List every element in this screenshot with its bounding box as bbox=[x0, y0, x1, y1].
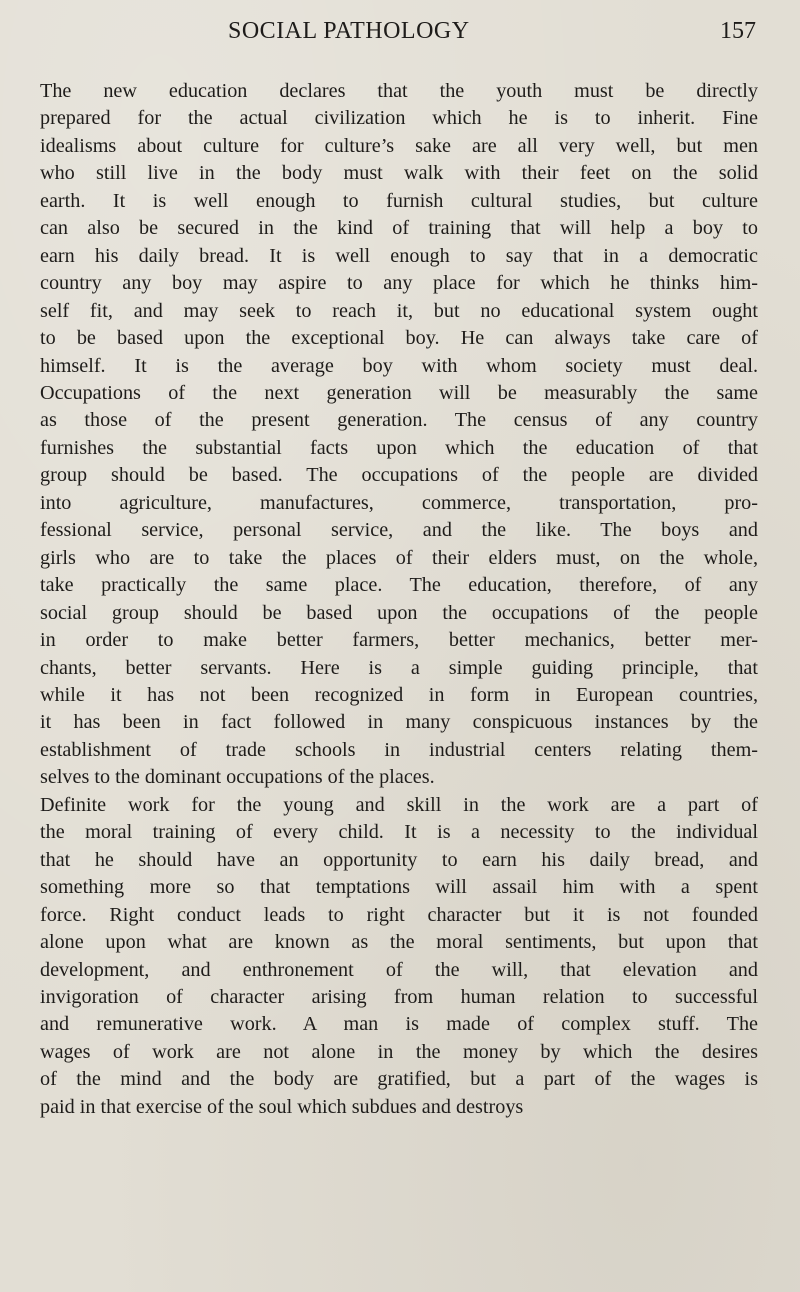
text-line: prepared for the actual civilization which he is to inherit. Fine bbox=[40, 107, 758, 130]
text-line: it has been in fact followed in many conspicuous instances by the bbox=[40, 711, 758, 734]
text-line: who still live in the body must walk with their feet on the solid bbox=[40, 162, 758, 185]
text-line: into agriculture, manufactures, commerce, transportation, pro- bbox=[40, 491, 758, 514]
text-line: that he should have an opportunity to earn his daily bread, and bbox=[40, 848, 758, 871]
text-line: earn his daily bread. It is well enough to say that in a democratic bbox=[40, 244, 758, 267]
text-line: self fit, and may seek to reach it, but no educational system ought bbox=[40, 299, 758, 322]
text-line: girls who are to take the places of their elders must, on the whole, bbox=[40, 546, 758, 569]
page-title: SOCIAL PATHOLOGY bbox=[228, 18, 470, 44]
text-line: of the mind and the body are gratified, but a part of the wages is bbox=[40, 1068, 758, 1091]
text-line: wages of work are not alone in the money by which the desires bbox=[40, 1040, 758, 1063]
text-line: in order to make better farmers, better mechanics, better mer- bbox=[40, 629, 758, 652]
text-line: earth. It is well enough to furnish cultural studies, but culture bbox=[40, 189, 758, 212]
text-line: as those of the present generation. The census of any country bbox=[40, 409, 758, 432]
text-line: social group should be based upon the occupations of the people bbox=[40, 601, 758, 624]
text-line: The new education declares that the youth must be directly bbox=[40, 80, 758, 102]
text-line: group should be based. The occupations of the people are divided bbox=[40, 464, 758, 487]
text-line: himself. It is the average boy with whom society must deal. bbox=[40, 354, 758, 377]
text-line: to be based upon the exceptional boy. He can always take care of bbox=[40, 327, 758, 350]
text-line: Definite work for the young and skill in the work are a part of bbox=[40, 793, 758, 816]
running-head bbox=[0, 18, 800, 52]
paragraph-1 bbox=[40, 78, 758, 792]
text-line: force. Right conduct leads to right character but it is not founded bbox=[40, 903, 758, 926]
text-line: establishment of trade schools in industrial centers relating them- bbox=[40, 738, 758, 761]
text-line: furnishes the substantial facts upon which the education of that bbox=[40, 436, 758, 459]
text-line: idealisms about culture for culture’s sake are all very well, but men bbox=[40, 134, 758, 157]
text-line: chants, better servants. Here is a simple guiding principle, that bbox=[40, 656, 758, 679]
text-line: fessional service, personal service, and the like. The boys and bbox=[40, 519, 758, 542]
text-line: can also be secured in the kind of training that will help a boy to bbox=[40, 217, 758, 240]
page-number: 157 bbox=[720, 18, 756, 44]
text-line: country any boy may aspire to any place for which he thinks him- bbox=[40, 272, 758, 295]
text-line: paid in that exercise of the soul which subdues and destroys bbox=[40, 1095, 524, 1118]
text-line: something more so that temptations will assail him with a spent bbox=[40, 876, 758, 899]
text-line: selves to the dominant occupations of the places. bbox=[40, 766, 435, 789]
text-line: the moral training of every child. It is a necessity to the individual bbox=[40, 821, 758, 844]
body-text bbox=[40, 78, 758, 1121]
paragraph-2 bbox=[40, 792, 758, 1121]
text-line: and remunerative work. A man is made of complex stuff. The bbox=[40, 1013, 758, 1036]
text-line: while it has not been recognized in form in European countries, bbox=[40, 683, 758, 706]
text-line: Occupations of the next generation will be measurably the same bbox=[40, 381, 758, 404]
text-line: alone upon what are known as the moral sentiments, but upon that bbox=[40, 931, 758, 954]
text-line: invigoration of character arising from human relation to successful bbox=[40, 985, 758, 1008]
text-line: development, and enthronement of the will, that elevation and bbox=[40, 958, 758, 981]
text-line: take practically the same place. The education, therefore, of any bbox=[40, 574, 758, 597]
